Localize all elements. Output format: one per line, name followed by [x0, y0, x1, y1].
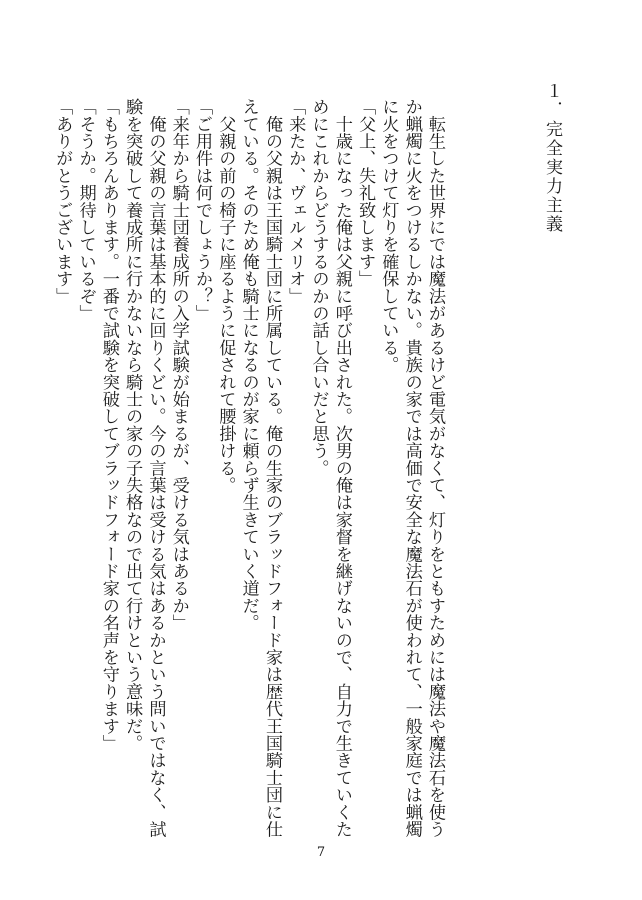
paragraph: 「来たか、ヴェルメリオ」 — [285, 98, 306, 305]
paragraph: 「ありがとうございます」 — [52, 98, 73, 305]
paragraph: 俺の父親は王国騎士団に所属している。俺の生家のブラッドフォード家は歴代王国騎士団に仕えている。そのため俺も騎士になるのが家に頼らず生きていく道だ。 — [238, 98, 282, 838]
paragraph: 「ご用件は何でしょうか？」 — [192, 98, 213, 322]
page-number: 7 — [316, 845, 326, 860]
body-text — [50, 98, 446, 838]
paragraph: 「父上、失礼致します」 — [355, 98, 376, 288]
paragraph: 「来年から騎士団養成所の入学試験が始まるが、受ける気はあるか」 — [168, 98, 189, 632]
chapter-title: １．完全実力主義 — [542, 82, 562, 234]
paragraph: 父親の前の椅子に座るように促されて腰掛ける。 — [215, 98, 236, 494]
paragraph: 十歳になった俺は父親に呼び出された。次男の俺は家督を継げないので、自力で生きていくためにこれからどうするのかの話し合いだと思う。 — [308, 98, 352, 838]
paragraph: 「もちろんあります。一番で試験を突破してブラッドフォード家の名声を守ります」 — [98, 98, 119, 752]
paragraph: 「そうか。期待しているぞ」 — [75, 98, 96, 322]
paragraph: 俺の父親の言葉は基本的に回りくどい。今の言葉は受ける気はあるかという問いではなく、試験を突破して養成所に行かないなら騎士の家の子失格なので出て行けという意味だ。 — [122, 98, 166, 838]
paragraph: 転生した世界にでは魔法があるけど電気がなくて、灯りをともすためには魔法や魔法石を使うか蝋燭に火をつけるしかない。貴族の家では高価で安全な魔法石が使われて、一般家庭では蝋燭に火をつけて灯りを確保している。 — [378, 98, 445, 838]
